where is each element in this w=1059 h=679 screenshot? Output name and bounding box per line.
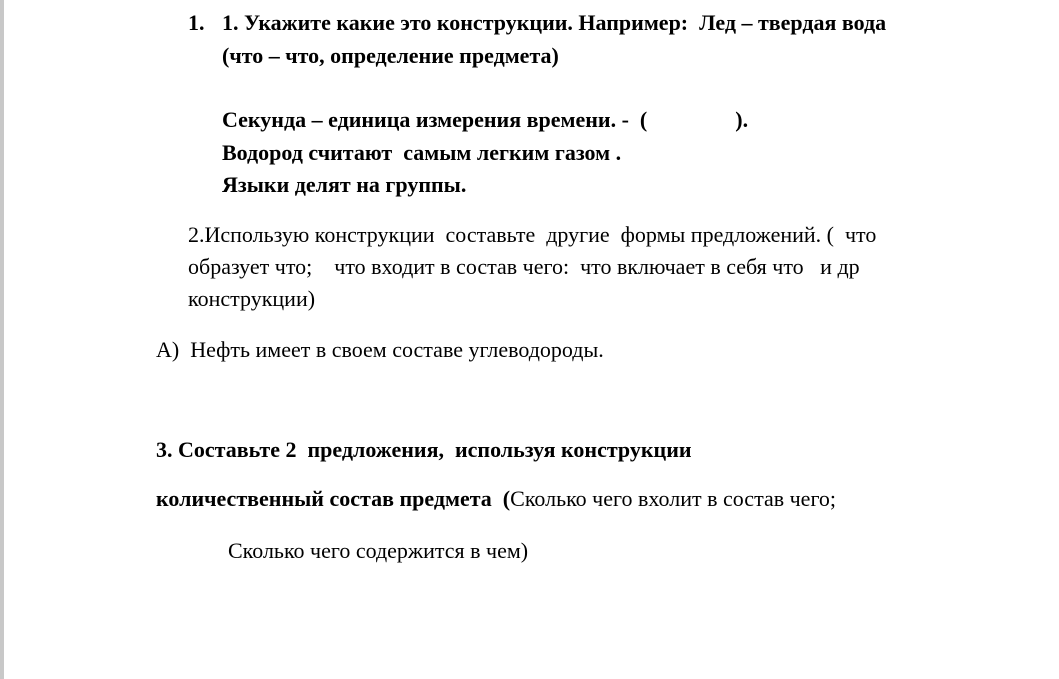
answer-a: А) Нефть имеет в своем составе углеводороды.	[156, 337, 604, 362]
task3-normal-part: Сколько чего вхолит в состав чего;	[510, 486, 837, 511]
task1-list-number: 1.	[188, 10, 205, 35]
page-left-border	[0, 0, 4, 679]
task3-bold-part: количественный состав предмета (	[156, 486, 511, 511]
task2-line2: образует что; что входит в состав чего: что включает в себя что и др	[188, 254, 860, 279]
task1-heading-line2: (что – что, определение предмета)	[222, 43, 559, 68]
task2-line3: конструкции)	[188, 286, 316, 311]
task3-line3: Сколько чего содержится в чем)	[228, 538, 529, 563]
task1-example-3: Языки делят на группы.	[222, 172, 467, 197]
task2-line1: 2.Использую конструкции составьте другие формы предложений. ( что	[188, 222, 877, 247]
task3-line2	[156, 483, 836, 515]
task3-heading: 3. Составьте 2 предложения, используя конструкции	[156, 437, 692, 462]
task1-example-2: Водород считают самым легким газом .	[222, 140, 622, 165]
task1-example-1: Секунда – единица измерения времени. - ( ).	[222, 107, 749, 132]
task1-heading-line1: 1. Укажите какие это конструкции. Например: Лед – твердая вода	[222, 10, 887, 35]
